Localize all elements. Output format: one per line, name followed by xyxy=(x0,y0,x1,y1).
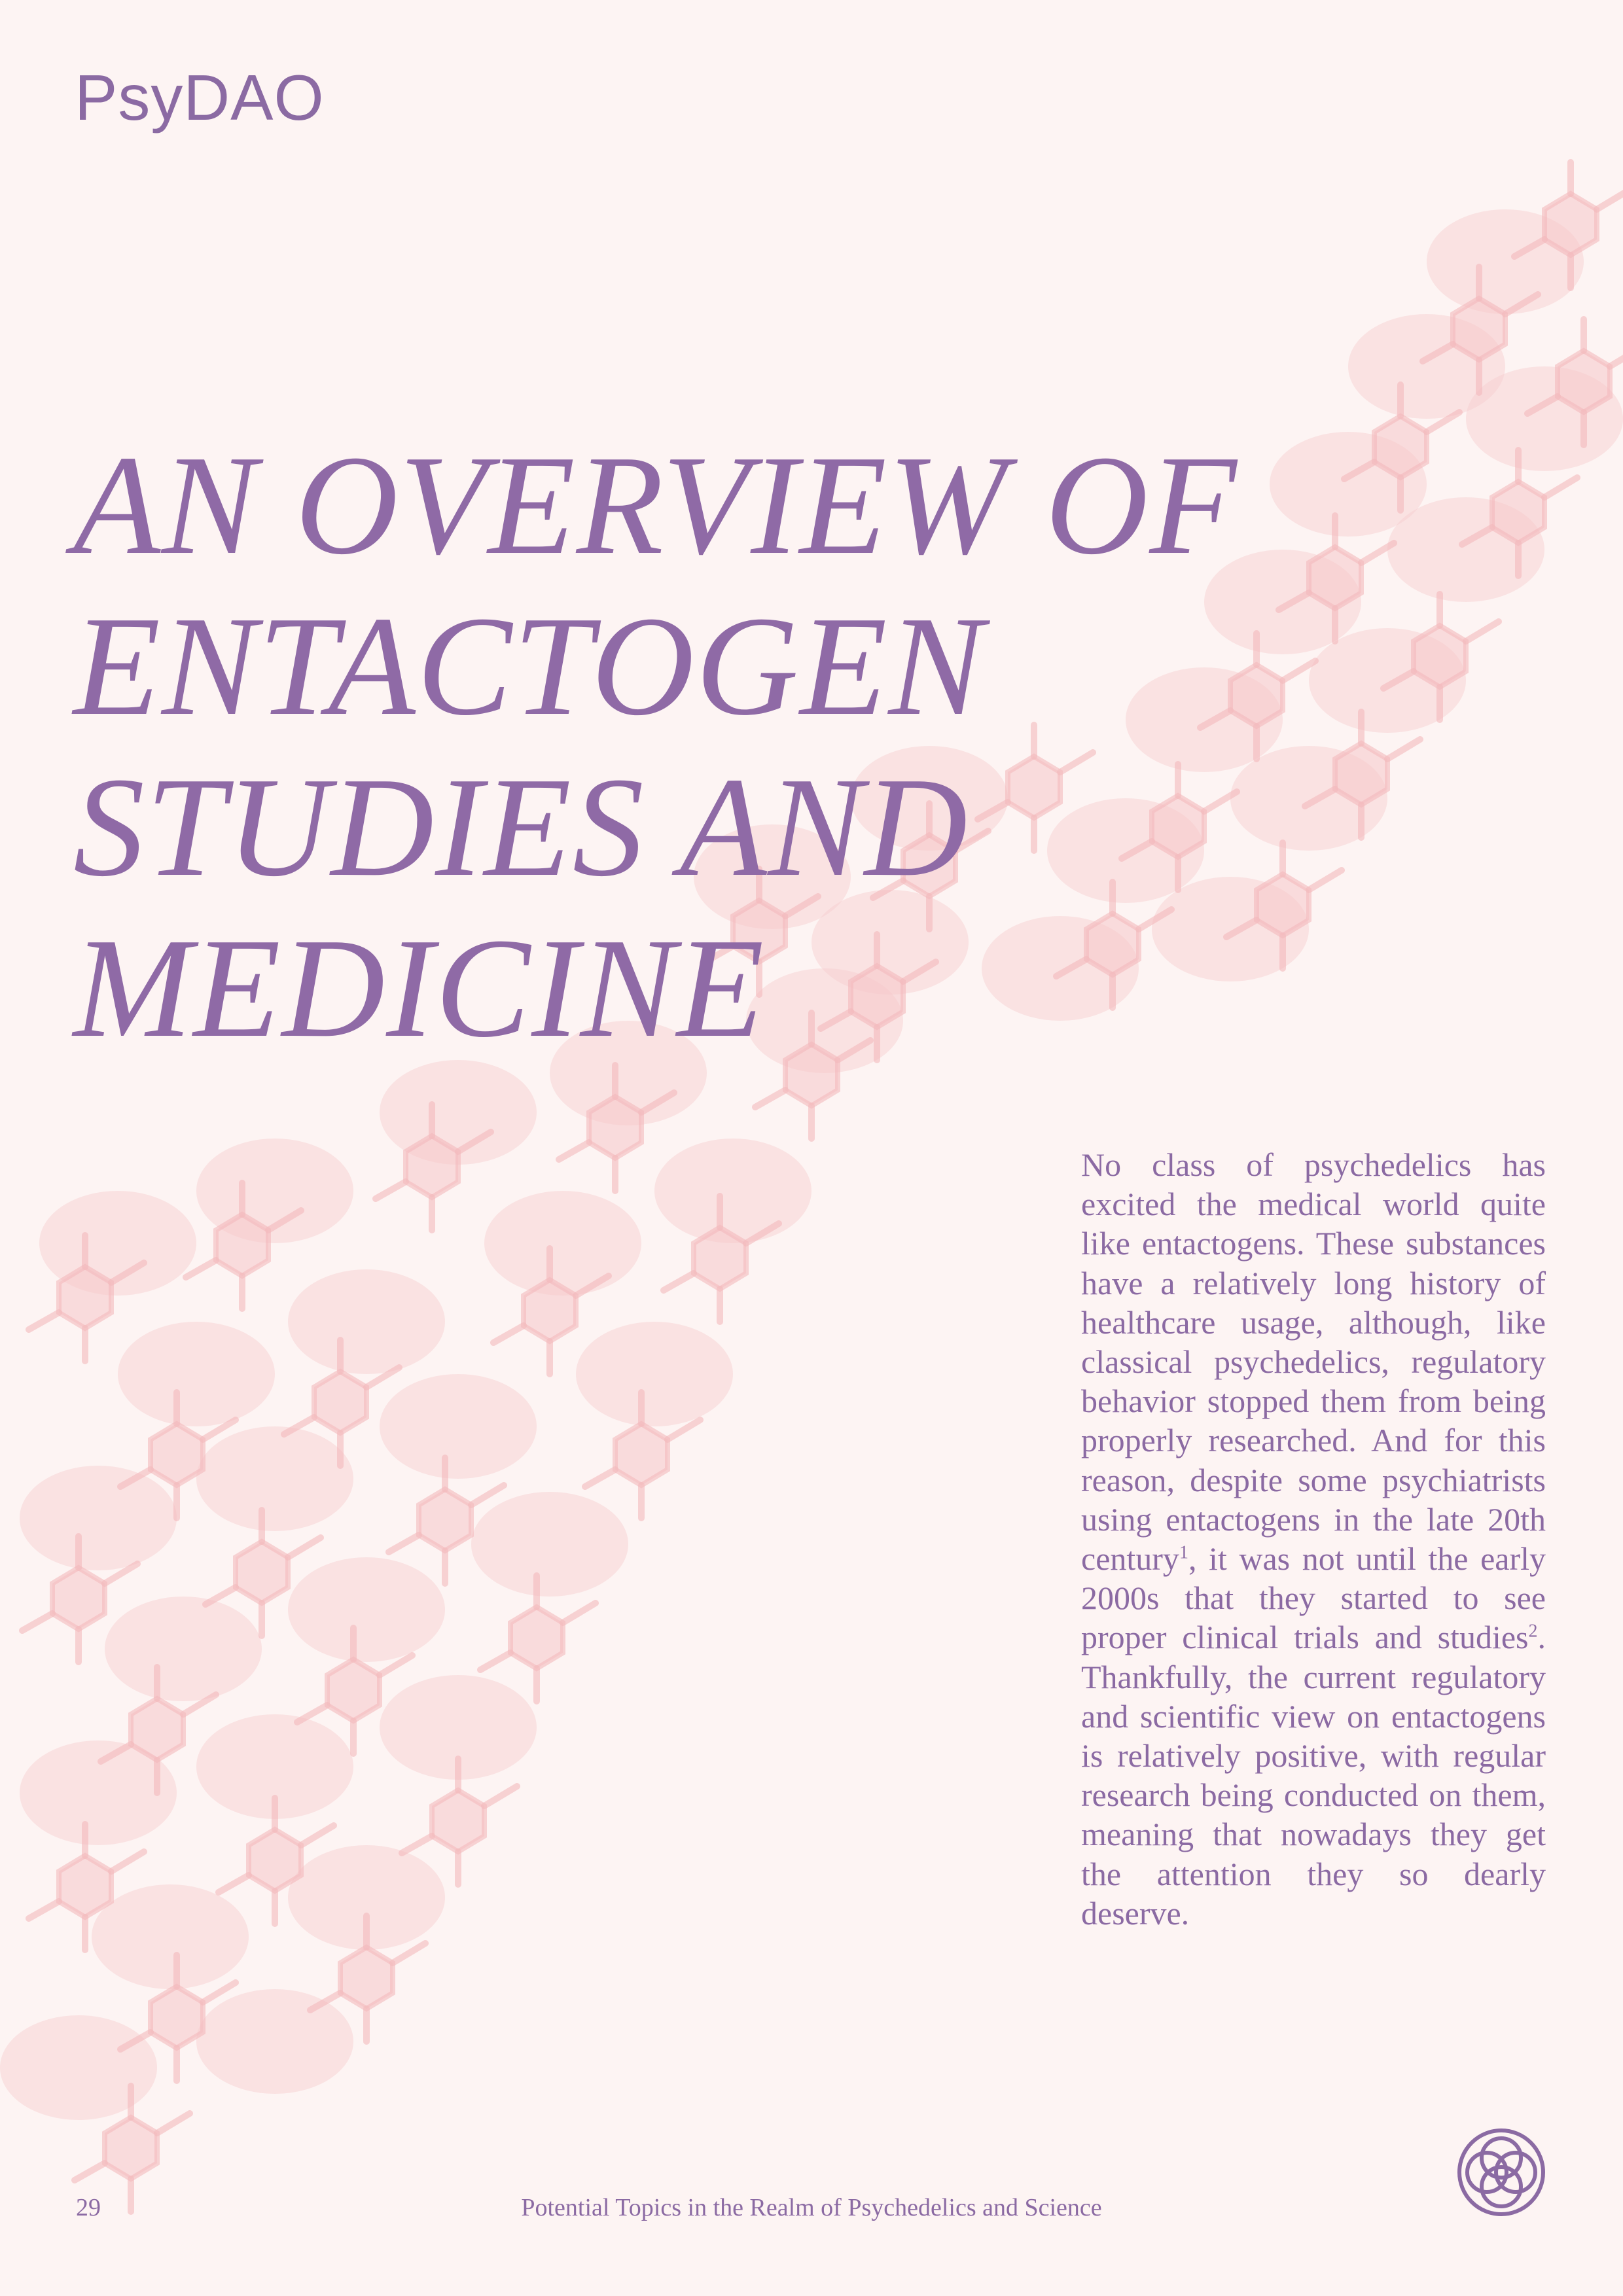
body-text-part: , it was not until the early 2000s that they started to see proper clinical trials and studies xyxy=(1081,1540,1546,1656)
brand-name: PsyDAO xyxy=(75,62,325,133)
publication-title: Potential Topics in the Realm of Psychedelics and Science xyxy=(521,2194,1102,2221)
title-line: STUDIES AND xyxy=(73,749,969,906)
footnote-ref-2[interactable]: 2 xyxy=(1528,1621,1538,1642)
body-text-part: No class of psychedelics has excited the medical world quite like entactogens. These substances have a relatively long history of healthcare usage, although, like classical psychedelics, regulatory behavior stopped them from being properly researched. And for this reason, despite some psychiatrists using entactogens in the late 20th century xyxy=(1081,1146,1546,1578)
body-text-part: . Thankfully, the current regulatory and scientific view on entactogens is relatively positive, with regular research being conducted on them, meaning that nowadays they get the attention they so dearly deserve. xyxy=(1081,1619,1546,1932)
article-body xyxy=(1081,1145,1546,1933)
interlocking-circles-logo-icon xyxy=(1455,2127,1547,2218)
title-line: MEDICINE xyxy=(73,910,766,1067)
title-line: AN OVERVIEW OF xyxy=(73,427,1238,584)
footnote-ref-1[interactable]: 1 xyxy=(1179,1542,1188,1563)
title-line: ENTACTOGEN xyxy=(73,588,985,745)
article-title xyxy=(73,425,1480,1069)
page-number: 29 xyxy=(76,2194,101,2221)
